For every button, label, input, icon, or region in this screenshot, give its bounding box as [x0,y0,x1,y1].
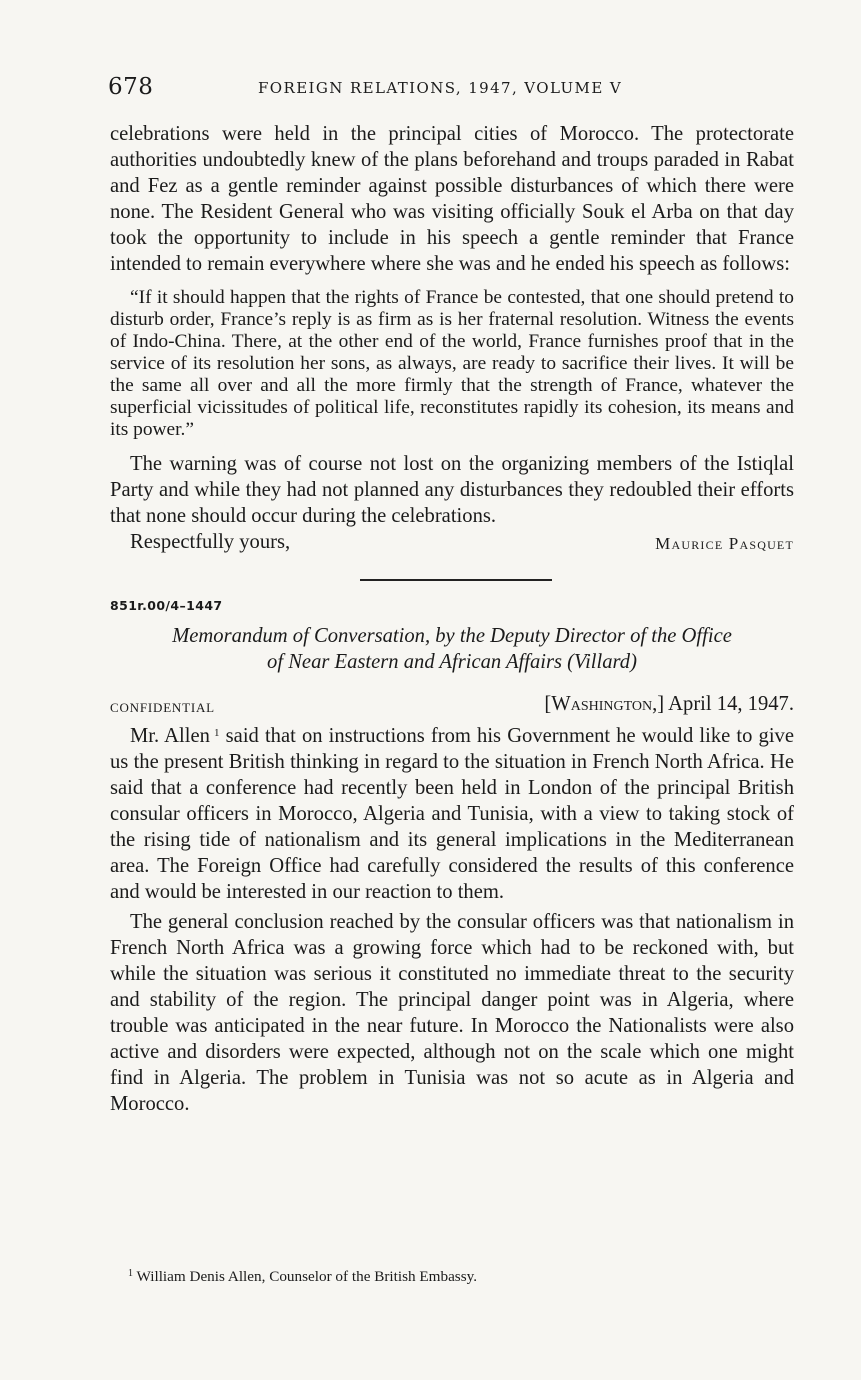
paragraph-conclusion: The general conclusion reached by the consular officers was that nationalism in French North Africa was a growing force which had to be reckoned with, but while the situation was serious it constituted no immediate threat to the security and stability of the region. The principal danger point was in Algeria, where trouble was anticipated in the near future. In Morocco the Nationalists were also active and disorders were expected, although not on the scale which one might find in Algeria. The problem in Tunisia was not so acute as in Algeria and Morocco. [110,911,794,1115]
salutation: Respectfully yours, [130,531,291,553]
paragraph-allen [110,723,794,905]
block-quote: “If it should happen that the rights of France be contested, that one should pretend to disturb order, France’s reply is as firm as is her fraternal resolution. Witness the events of Indo-China. There, at the other end of the world, France furnishes proof that in the service of its resolution her sons, as always, are ready to sacrifice their lives. It will be the same all over and all the more firmly that the strength of France, whatever the superficial vicissitudes of political life, reconstitutes rapidly its cohesion, its means and its power.” [110,287,794,440]
document-title [110,623,794,675]
page-header [108,74,798,104]
place: [Washington,] [544,693,665,715]
allen-rest: said that on instructions from his Government he would like to give us the present British thinking in regard to the situation in French North Africa. He said that a conference had recently been held in London of the principal British consular officers in Morocco, Algeria and Tunisia, with a view to taking stock of the rising tide of nationalism and its general implications in the Mediterranean area. The Foreign Office had carefully considered the results of this conference and would be interested in our reaction to them. [110,725,794,903]
footnote-reference[interactable]: 1 [214,727,220,739]
paragraph-warning: The warning was of course not lost on the organizing members of the Istiqlal Party and while they had not planned any disturbances they redoubled their efforts that none should occur during the celebrations. [110,453,794,527]
paragraph-continuation: celebrations were held in the principal cities of Morocco. The protectorate authorities undoubtedly knew of the plans beforehand and troups paraded in Rabat and Fez as a gentle reminder against possible disturbances of which there were none. The Resident General who was visiting officially Souk el Arba on that day took the opportunity to include in his speech a gentle reminder that France intended to remain everywhere where she was and he ended his speech as follows: [110,123,794,275]
page-number: 678 [108,74,154,100]
document-title-line-1: Memorandum of Conversation, by the Deputy Director of the Office [172,625,732,647]
section-divider [360,579,552,581]
letter-closing [110,529,794,557]
dateline [110,693,794,719]
place-and-date [544,693,794,716]
file-number: 851r.00/4–1447 [110,598,223,613]
footnote-marker: 1 [128,1268,133,1279]
footnote-text: William Denis Allen, Counselor of the British Embassy. [133,1268,478,1285]
date: April 14, 1947. [664,693,794,715]
footnote [128,1268,477,1286]
classification-label: CONFIDENTIAL [110,700,215,715]
running-head: FOREIGN RELATIONS, 1947, VOLUME V [258,79,623,97]
signature: Maurice Pasquet [655,534,794,553]
document-title-line-2: of Near Eastern and African Affairs (Villard) [267,651,637,673]
allen-lead: Mr. Allen [130,725,210,747]
page-body [110,121,794,1117]
